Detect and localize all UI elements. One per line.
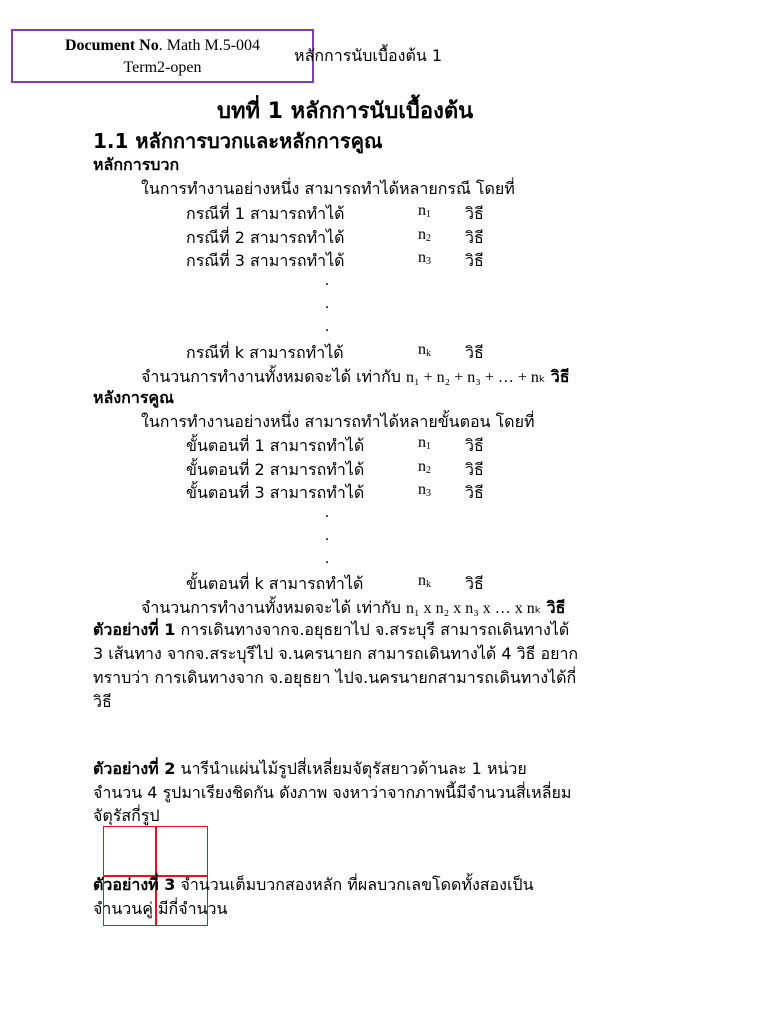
document-number xyxy=(13,37,312,55)
addition-case-unit: วิธี xyxy=(465,251,484,270)
grid-square xyxy=(155,826,208,877)
example-1-text: ทราบว่า การเดินทางจาก จ.อยุธยา ไปจ.นครนายกสามารถเดินทางได้กี่ xyxy=(93,668,577,687)
document-number-label: Document No xyxy=(64,37,159,54)
example-1-text: การเดินทางจากจ.อยุธยาไป จ.สระบุรี สามารถเดินทางได้ xyxy=(180,620,570,639)
addition-case-unit: วิธี xyxy=(465,204,484,223)
example-2-line xyxy=(93,757,527,782)
multiplication-step-unit: วิธี xyxy=(465,460,484,479)
addition-total xyxy=(141,365,570,390)
multiplication-step-n: $n_2$ xyxy=(418,458,431,476)
addition-case-label: กรณีที่ 3 สามารถทำได้ xyxy=(186,251,345,270)
ellipsis-dot: . xyxy=(325,318,329,335)
example-1-line xyxy=(93,618,569,643)
multiplication-intro: ในการทำงานอย่างหนึ่ง สามารถทำได้หลายขั้นตอน โดยที่ xyxy=(141,412,535,431)
running-title: หลักการนับเบื้องต้น 1 xyxy=(294,46,443,65)
addition-total-unit: วิธี xyxy=(550,367,570,386)
example-1-label: ตัวอย่างที่ 1 xyxy=(93,620,176,639)
multiplication-total-unit: วิธี xyxy=(546,598,566,617)
multiplication-last-step-unit: วิธี xyxy=(465,574,484,593)
multiplication-step-label: ขั้นตอนที่ 1 สามารถทำได้ xyxy=(186,436,365,455)
multiplication-last-step-n: $n_k$ xyxy=(418,572,431,590)
multiplication-last-step-label: ขั้นตอนที่ k สามารถทำได้ xyxy=(186,574,364,593)
example-2-text: จัตุรัสกี่รูป xyxy=(93,806,160,825)
ellipsis-dot: . xyxy=(325,504,329,521)
addition-case-label: กรณีที่ 2 สามารถทำได้ xyxy=(186,228,345,247)
multiplication-step-unit: วิธี xyxy=(465,483,484,502)
multiplication-step-n: $n_1$ xyxy=(418,434,431,452)
multiplication-step-n: $n_3$ xyxy=(418,481,431,499)
addition-last-case-n: $n_k$ xyxy=(418,341,431,359)
multiplication-total-formula: n₁ x n₂ x n₃ x … x nₖ xyxy=(406,600,542,617)
example-3-label: ตัวอย่างที่ 3 xyxy=(93,875,176,894)
ellipsis-dot: . xyxy=(325,527,329,544)
addition-last-case-label: กรณีที่ k สามารถทำได้ xyxy=(186,343,344,362)
addition-case-n: $n_1$ xyxy=(418,202,431,220)
ellipsis-dot: . xyxy=(325,550,329,567)
example-2-text: จำนวน 4 รูปมาเรียงชิดกัน ดังภาพ จงหาว่าจากภาพนี้มีจำนวนสี่เหลี่ยม xyxy=(93,783,572,802)
addition-case-label: กรณีที่ 1 สามารถทำได้ xyxy=(186,204,345,223)
multiplication-step-label: ขั้นตอนที่ 2 สามารถทำได้ xyxy=(186,460,365,479)
addition-case-n: $n_3$ xyxy=(418,249,431,267)
document-number-box xyxy=(11,29,314,83)
example-2-label: ตัวอย่างที่ 2 xyxy=(93,759,176,778)
chapter-title: บทที่ 1 หลักการนับเบื้องต้น xyxy=(217,99,474,124)
multiplication-heading: หลังการคูณ xyxy=(93,388,174,407)
addition-heading: หลักการบวก xyxy=(93,155,180,174)
example-2-text: นารีนำแผ่นไม้รูปสี่เหลี่ยมจัตุรัสยาวด้านละ 1 หน่วย xyxy=(180,759,527,778)
example-1-text: วิธี xyxy=(93,692,112,711)
example-3-text: จำนวนคู่ มีกี่จำนวน xyxy=(93,899,228,918)
addition-case-n: $n_2$ xyxy=(418,226,431,244)
ellipsis-dot: . xyxy=(325,272,329,289)
multiplication-total-text: จำนวนการทำงานทั้งหมดจะได้ เท่ากับ xyxy=(141,598,401,617)
addition-case-unit: วิธี xyxy=(465,228,484,247)
multiplication-step-label: ขั้นตอนที่ 3 สามารถทำได้ xyxy=(186,483,365,502)
example-3-text: จำนวนเต็มบวกสองหลัก ที่ผลบวกเลขโดดทั้งสองเป็น xyxy=(180,875,534,894)
example-3-line xyxy=(93,873,534,898)
term-label: Term2-open xyxy=(123,59,202,76)
addition-total-formula: n₁ + n₂ + n₃ + … + nₖ xyxy=(406,369,546,386)
section-title: 1.1 หลักการบวกและหลักการคูณ xyxy=(93,129,383,153)
multiplication-step-unit: วิธี xyxy=(465,436,484,455)
document-number-value: . Math M.5-004 xyxy=(158,37,261,54)
grid-square xyxy=(103,826,157,877)
addition-total-text: จำนวนการทำงานทั้งหมดจะได้ เท่ากับ xyxy=(141,367,401,386)
addition-intro: ในการทำงานอย่างหนึ่ง สามารถทำได้หลายกรณี โดยที่ xyxy=(141,179,515,198)
example-1-text: 3 เส้นทาง จากจ.สระบุรีไป จ.นครนายก สามารถเดินทางได้ 4 วิธี อยาก xyxy=(93,644,579,663)
addition-last-case-unit: วิธี xyxy=(465,343,484,362)
ellipsis-dot: . xyxy=(325,295,329,312)
